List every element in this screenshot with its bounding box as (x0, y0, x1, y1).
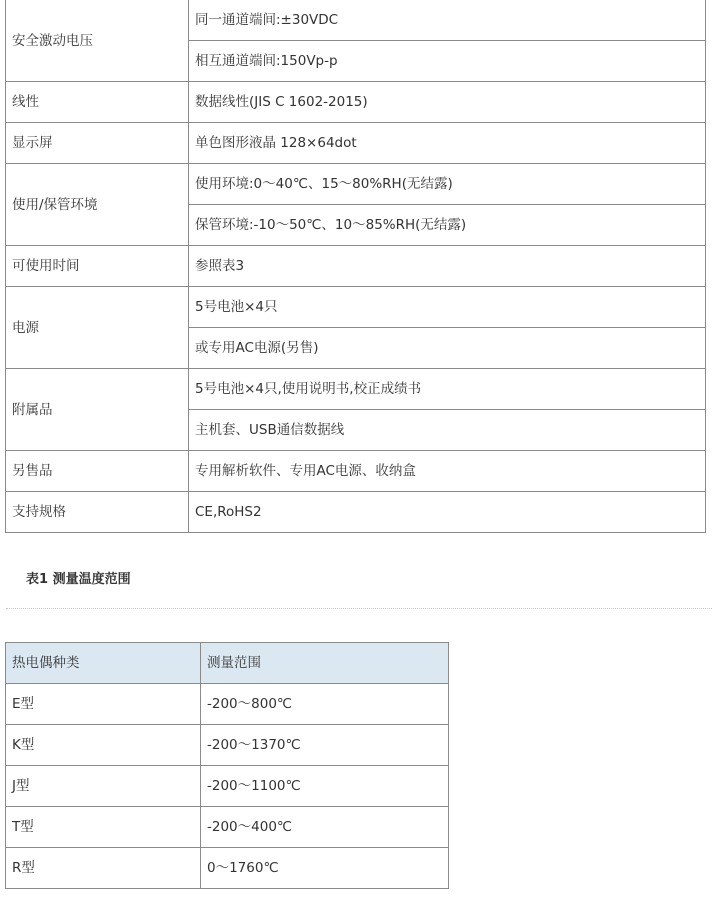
spec-value: 或专用AC电源(另售) (189, 328, 706, 369)
spec-label: 电源 (6, 287, 189, 369)
measurement-range: -200～400℃ (201, 807, 449, 848)
spec-value: 主机套、USB通信数据线 (189, 410, 706, 451)
spec-table (5, 0, 706, 533)
spec-value: 相互通道端间:150Vp-p (189, 41, 706, 82)
table-row (6, 725, 449, 766)
spec-label: 另售品 (6, 451, 189, 492)
measurement-range: -200～1100℃ (201, 766, 449, 807)
dotted-divider (6, 608, 712, 609)
measurement-range: -200～1370℃ (201, 725, 449, 766)
spec-value: 数据线性(JIS C 1602-2015) (189, 82, 706, 123)
thermocouple-type: J型 (6, 766, 201, 807)
table-row (6, 766, 449, 807)
table-row (6, 451, 706, 492)
spec-label: 安全激动电压 (6, 0, 189, 82)
table-row (6, 807, 449, 848)
table-row (6, 164, 706, 205)
table-row (6, 492, 706, 533)
table-header-row (6, 643, 449, 684)
thermocouple-type: T型 (6, 807, 201, 848)
spec-value: 使用环境:0～40℃、15～80%RH(无结露) (189, 164, 706, 205)
spec-value: 同一通道端间:±30VDC (189, 0, 706, 41)
spec-value: 保管环境:-10～50℃、10～85%RH(无结露) (189, 205, 706, 246)
spec-value: 参照表3 (189, 246, 706, 287)
spec-label: 支持规格 (6, 492, 189, 533)
column-header: 测量范围 (201, 643, 449, 684)
measurement-range: -200～800℃ (201, 684, 449, 725)
spec-label: 可使用时间 (6, 246, 189, 287)
spec-label: 附属品 (6, 369, 189, 451)
spec-value: 单色图形液晶 128×64dot (189, 123, 706, 164)
spec-label: 显示屏 (6, 123, 189, 164)
spec-value: 5号电池×4只 (189, 287, 706, 328)
table-row (6, 82, 706, 123)
table-row (6, 246, 706, 287)
table-caption: 表1 测量温度范围 (26, 572, 131, 587)
table-row (6, 369, 706, 410)
spec-label: 使用/保管环境 (6, 164, 189, 246)
thermocouple-type: E型 (6, 684, 201, 725)
spec-label: 线性 (6, 82, 189, 123)
thermocouple-type: R型 (6, 848, 201, 889)
table-row (6, 123, 706, 164)
table-row (6, 287, 706, 328)
spec-value: 专用解析软件、专用AC电源、收纳盒 (189, 451, 706, 492)
column-header: 热电偶种类 (6, 643, 201, 684)
measurement-range: 0～1760℃ (201, 848, 449, 889)
table-row (6, 684, 449, 725)
thermocouple-type: K型 (6, 725, 201, 766)
temperature-range-table (5, 642, 449, 889)
table-row (6, 848, 449, 889)
table-row (6, 0, 706, 41)
spec-value: CE,RoHS2 (189, 492, 706, 533)
spec-value: 5号电池×4只,使用说明书,校正成绩书 (189, 369, 706, 410)
